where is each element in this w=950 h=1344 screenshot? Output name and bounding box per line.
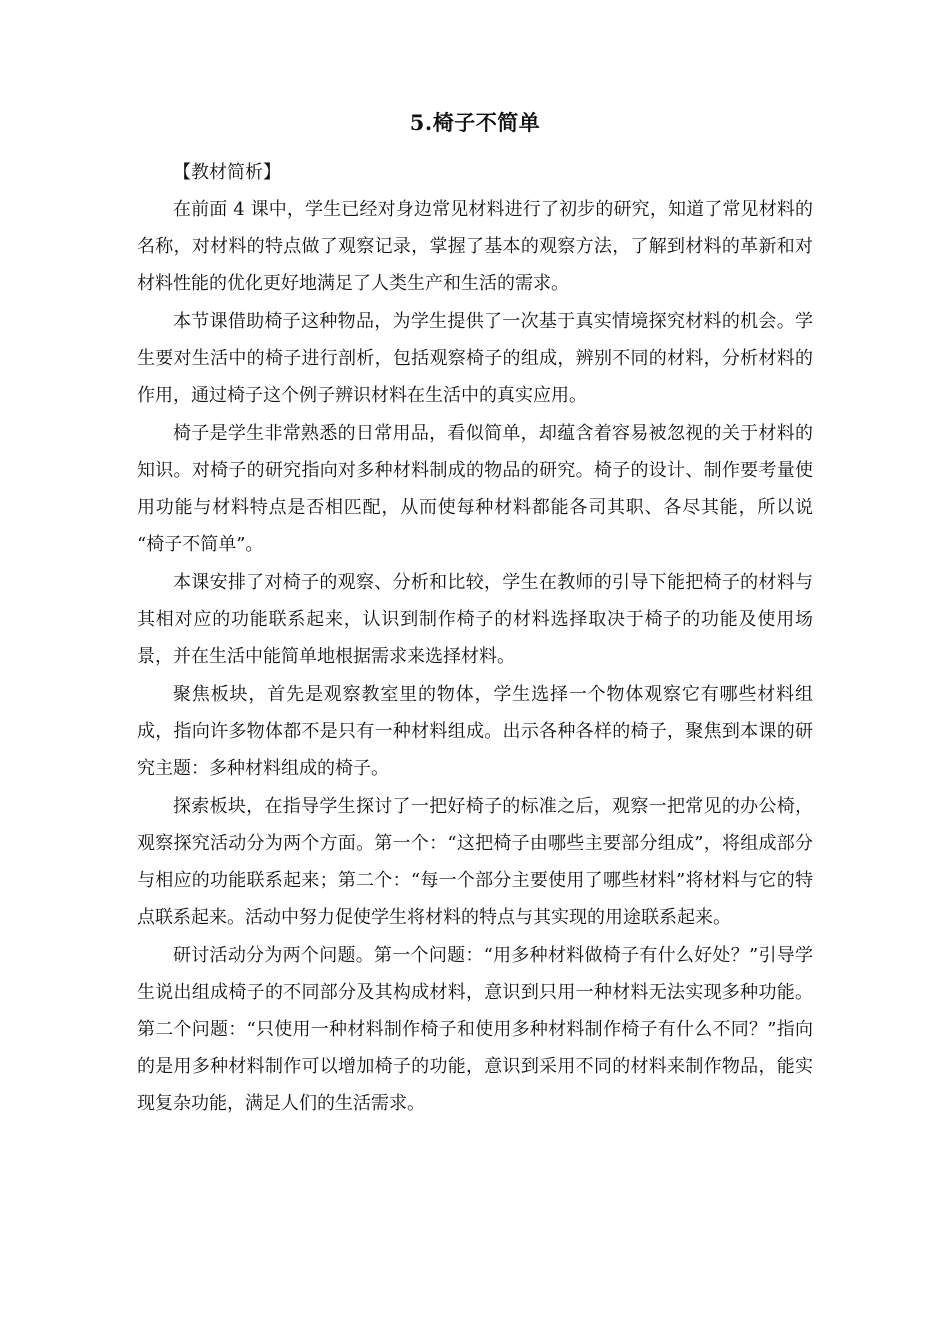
paragraph-3: 椅子是学生非常熟悉的日常用品，看似简单，却蕴含着容易被忽视的关于材料的知识。对椅子的研究指向对多种材料制成的物品的研究。椅子的设计、制作要考量使用功能与材料特点是否相匹配，从而使每种材料都能各司其职、各尽其能，所以说 “椅子不简单”。 [137,423,813,555]
document-title: 5.椅子不简单 [409,110,541,135]
paragraph-6: 探索板块，在指导学生探讨了一把好椅子的标准之后，观察一把常见的办公椅，观察探究活动分为两个方面。第一个：“这把椅子由哪些主要部分组成”，将组成部分与相应的功能联系起来；第二个：“每一个部分主要使用了哪些材料”将材料与它的特点联系起来。活动中努力促使学生将材料的特点与其实现的用途联系起来。 [137,796,813,928]
paragraph-1: 在前面 4 课中，学生已经对身边常见材料进行了初步的研究，知道了常见材料的名称，对材料的特点做了观察记录，掌握了基本的观察方法，了解到材料的革新和对材料性能的优化更好地满足了人类生产和生活的需求。 [137,199,813,294]
paragraph-2: 本节课借助椅子这种物品，为学生提供了一次基于真实情境探究材料的机会。学生要对生活中的椅子进行剖析，包括观察椅子的组成，辨别不同的材料，分析材料的作用，通过椅子这个例子辨识材料在生活中的真实应用。 [137,311,813,406]
paragraph-7: 研讨活动分为两个问题。第一个问题：“用多种材料做椅子有什么好处？”引导学生说出组成椅子的不同部分及其构成材料，意识到只用一种材料无法实现多种功能。第二个问题：“只使用一种材料制作椅子和使用多种材料制作椅子有什么不同？”指向的是用多种材料制作可以增加椅子的功能，意识到采用不同的材料来制作物品，能实现复杂功能，满足人们的生活需求。 [137,945,813,1114]
paragraph-5: 聚焦板块，首先是观察教室里的物体，学生选择一个物体观察它有哪些材料组成，指向许多物体都不是只有一种材料组成。出示各种各样的椅子，聚焦到本课的研究主题：多种材料组成的椅子。 [137,684,813,779]
document-page [137,108,813,1122]
paragraph-4: 本课安排了对椅子的观察、分析和比较，学生在教师的引导下能把椅子的材料与其相对应的功能联系起来，认识到制作椅子的材料选择取决于椅子的功能及使用场景，并在生活中能简单地根据需求来选择材料。 [137,572,813,667]
section-heading: 【教材简析】 [173,162,281,183]
